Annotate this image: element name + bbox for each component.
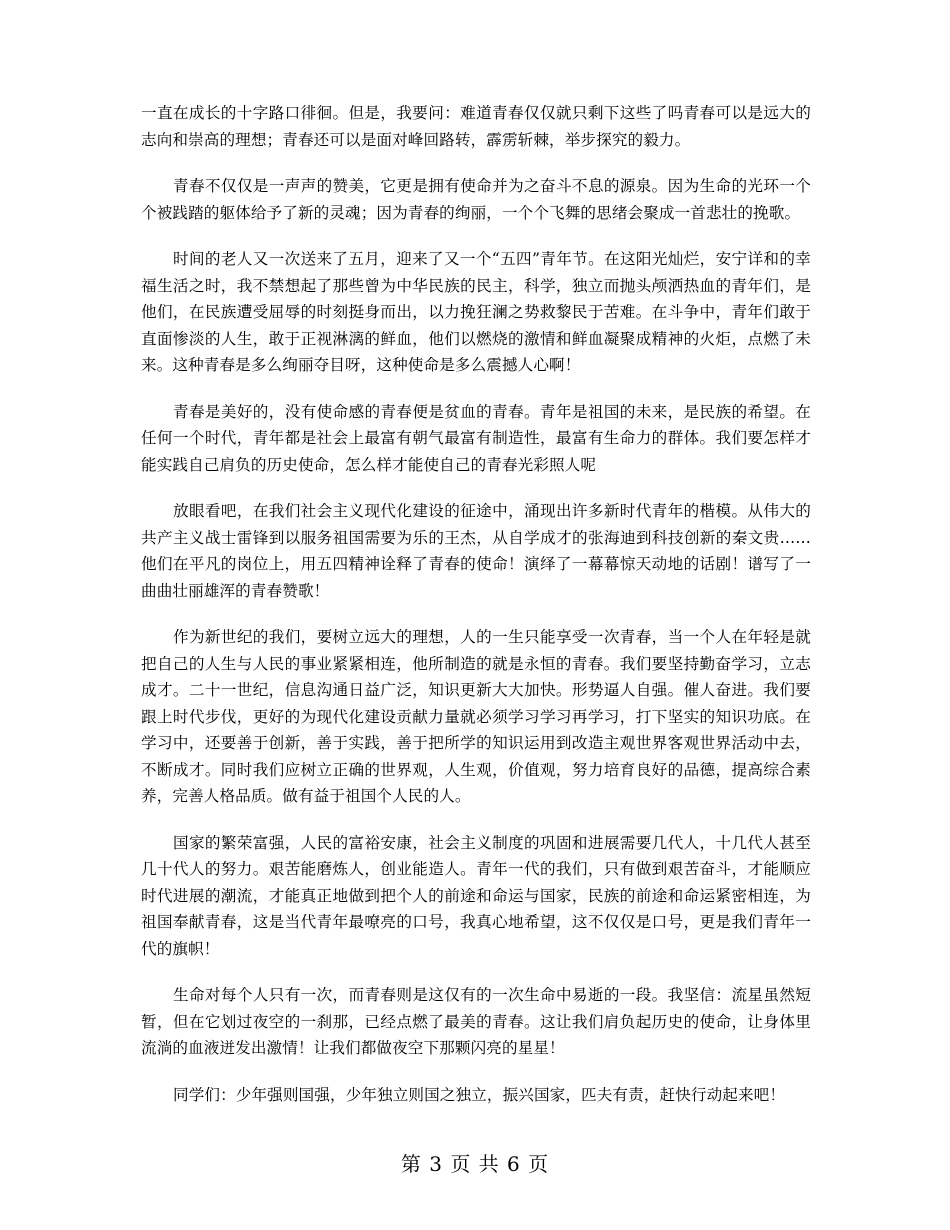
paragraph: 时间的老人又一次送来了五月，迎来了又一个“五四”青年节。在这阳光灿烂，安宁详和的幸福生活之时，我不禁想起了那些曾为中华民族的民主，科学，独立而抛头颅洒热血的青年们，是他们，在民族遭受屈辱的时刻挺身而出，以力挽狂澜之势救黎民于苦难。在斗争中，青年们敢于直面惨淡的人生，敢于正视淋漓的鲜血，他们以燃烧的激情和鲜血凝聚成精神的火炬，点燃了未来。这种青春是多么绚丽夺目呀，这种使命是多么震撼人心啊！ — [141, 250, 811, 374]
paragraph: 作为新世纪的我们，要树立远大的理想，人的一生只能享受一次青春，当一个人在年轻是就把自己的人生与人民的事业紧紧相连，他所制造的就是永恒的青春。我们要坚持勤奋学习，立志成才。二十一世纪，信息沟通日益广泛，知识更新大大加快。形势逼人自强。催人奋进。我们要跟上时代步伐，更好的为现代化建设贡献力量就必须学习学习再学习，打下坚实的知识功底。在学习中，还要善于创新，善于实践，善于把所学的知识运用到改造主观世界客观世界活动中去，不断成才。同时我们应树立正确的世界观，人生观，价值观，努力培育良好的品德，提高综合素养，完善人格品质。做有益于祖国个人民的人。 — [141, 628, 811, 805]
paragraph: 青春不仅仅是一声声的赞美，它更是拥有使命并为之奋斗不息的源泉。因为生命的光环一个个被践踏的躯体给予了新的灵魂；因为青春的绚丽，一个个飞舞的思绪会聚成一首悲壮的挽歌。 — [141, 177, 811, 222]
paragraph-continuation: 一直在成长的十字路口徘徊。但是，我要问：难道青春仅仅就只剩下这些了吗青春可以是远大的志向和崇高的理想；青春还可以是面对峰回路转，霹雳斩棘，举步探究的毅力。 — [141, 104, 811, 149]
page-number-footer: 第 3 页 共 6 页 — [400, 1152, 550, 1176]
paragraph: 国家的繁荣富强，人民的富裕安康，社会主义制度的巩固和进展需要几代人，十几代人甚至几十代人的努力。艰苦能磨炼人，创业能造人。青年一代的我们，只有做到艰苦奋斗，才能顺应时代进展的潮流，才能真正地做到把个人的前途和命运与国家，民族的前途和命运紧密相连，为祖国奉献青春，这是当代青年最嘹亮的口号，我真心地希望，这不仅仅是口号，更是我们青年一代的旗帜！ — [141, 833, 811, 958]
paragraph: 青春是美好的，没有使命感的青春便是贫血的青春。青年是祖国的未来，是民族的希望。在任何一个时代，青年都是社会上最富有朝气最富有制造性，最富有生命力的群体。我们要怎样才能实践自己肩负的历史使命，怎么样才能使自己的青春光彩照人呢 — [141, 402, 811, 474]
paragraph: 同学们：少年强则国强，少年独立则国之独立，振兴国家，匹夫有责，赶快行动起来吧！ — [173, 1085, 786, 1104]
document-body — [141, 100, 811, 1128]
paragraph: 生命对每个人只有一次，而青春则是这仅有的一次生命中易逝的一段。我坚信：流星虽然短暂，但在它划过夜空的一刹那，已经点燃了最美的青春。这让我们肩负起历史的使命，让身体里流淌的血液迸发出激情！让我们都做夜空下那颗闪亮的星星！ — [141, 986, 811, 1057]
paragraph: 放眼看吧，在我们社会主义现代化建设的征途中，涌现出许多新时代青年的楷模。从伟大的共产主义战士雷锋到以服务祖国需要为乐的王杰，从自学成才的张海迪到科技创新的秦文贵……他们在平凡的岗位上，用五四精神诠释了青春的使命！演绎了一幕幕惊天动地的话剧！谱写了一曲曲壮丽雄浑的青春赞歌！ — [141, 502, 811, 600]
